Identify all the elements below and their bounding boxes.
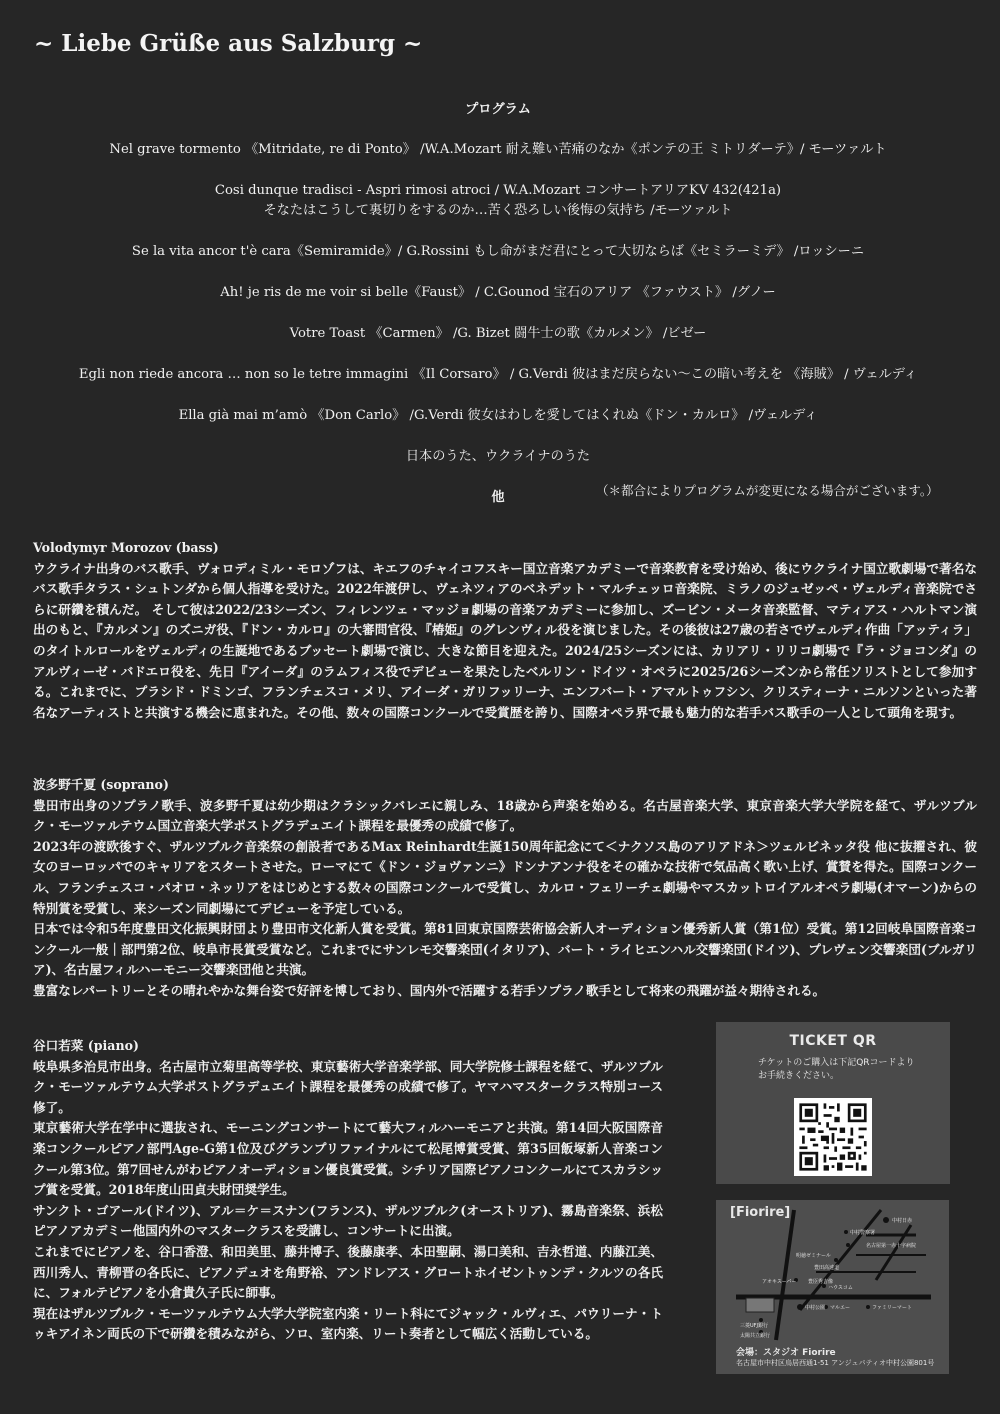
bio-paragraph: 豊田市出身のソプラノ歌手、波多野千夏は幼少期はクラシックバレエに親しみ、18歳から声楽を始める。名古屋音楽大学、東京音楽大学大学院を経て、ザルツブルク・モーツァルテウム国立音楽大学ポストグラデュエイト課程を最優秀の成績で修了。 <box>33 797 977 834</box>
bio-paragraph: 2023年の渡欧後すぐ、ザルツブルク音楽祭の創設者であるMax Reinhardt生誕150周年記念にて＜ナクソス島のアリアドネ＞ツェルビネッタ役 他に抜擢され、彼女のヨーロッパでのキャリアをスタートさせた。ローマにて《ドン・ジョヴァンニ》ドンナアンナ役をその確かな技術で気品高く歌い上げ、賞賛を得た。国際コンクール、フランチェスコ・パオロ・ネッリアをはじめとする数々の国際コンクールで受賞し、カルロ・フェリーチェ劇場やマスカットロイアルオペラ劇場(オマーン)からの特別賞を受賞し、来シーズン同劇場にてデビューを予定している。 <box>33 838 977 916</box>
bio-morozov <box>33 538 977 723</box>
bio-paragraph: 東京藝術大学在学中に選抜され、モーニングコンサートにて藝大フィルハーモニアと共演。第14回大阪国際音楽コンクールピアノ部門Age-G第1位及びグランプリファイナルにて松尾博賞受賞、第35回飯塚新人音楽コンクール第3位。第7回せんがわピアノオーディション優良賞受賞。シチリア国際ピアノコンクールにてスカラシップ賞を受賞。2018年度山田貞夫財団奨学生。 <box>33 1120 663 1198</box>
ticket-qr-box <box>716 1022 950 1184</box>
bio-paragraph: 豊富なレパートリーとその晴れやかな舞台姿で好評を博しており、国内外で活躍する若手ソプラノ歌手として将来の飛躍が益々期待される。 <box>33 982 826 998</box>
program-item: Nel grave tormento 《Mitridate, re di Ponto》 /W.A.Mozart 耐え難い苦痛のなか《ポンテの王 ミトリダーテ》/ モーツァルト <box>109 142 887 157</box>
bio-name: Volodymyr Morozov (bass) <box>33 540 219 555</box>
ticket-heading: TICKET QR <box>789 1033 877 1049</box>
program-item: 日本のうた、ウクライナのうた <box>405 449 591 464</box>
bio-paragraph: これまでにピアノを、谷口香澄、和田美里、藤井博子、後藤康孝、本田聖嗣、湯口美和、吉永哲道、内藤江美、西川秀人、青柳晋の各氏に、ピアノデュオを角野裕、アンドレアス・グロートホイゼントゥンデ・クルツの各氏に、フォルテピアノを小倉貴久子氏に師事。 <box>33 1243 663 1301</box>
program-item: Se la vita ancor t'è cara《Semiramide》/ G.Rossini もし命がまだ君にとって大切ならば《セミラーミデ》 /ロッシーニ <box>131 244 865 259</box>
venue-name: 会場：スタジオ Fiorire <box>736 1348 836 1358</box>
bio-name: 波多野千夏 (soprano) <box>33 777 169 792</box>
bio-paragraph: 岐阜県多治見市出身。名古屋市立菊里高等学校、東京藝術大学音楽学部、同大学院修士課程を経て、ザルツブルク・モーツァルテウム大学ポストグラデュエイト課程を最優秀の成績で修了。ヤマハマスタークラス特別コース修了。 <box>33 1058 663 1115</box>
program-change-note: （＊都合によりプログラムが変更になる場合がございます。） <box>596 483 939 498</box>
ticket-instructions: チケットのご購入は下記QRコードより お手続きください。 <box>758 1058 915 1081</box>
program-heading: プログラム <box>465 102 531 117</box>
bio-paragraph: サンクト・ゴアール(ドイツ)、アル＝ケ＝スナン(フランス)、ザルツブルク(オーストリア)、霧島音楽祭、浜松ピアノアカデミー他国内外のマスタークラスを受講し、コンサートに出演。 <box>33 1202 663 1239</box>
bio-taniguchi <box>33 1036 663 1345</box>
bio-paragraph: 日本では令和5年度豊田文化振興財団より豊田市文化新人賞を受賞。第81回東京国際芸術協会新人オーディション優秀新人賞（第1位）受賞。第12回岐阜国際音楽コンクール一般｜部門第2位、岐阜市長賞受賞など。これまでにサンレモ交響楽団(イタリア)、バート・ライヒエンハル交響楽団(ドイツ)、プレヴェン交響楽団(ブルガリア)、名古屋フィルハーモニー交響楽団他と共演。 <box>33 921 977 978</box>
qr-code-icon[interactable] <box>794 1098 872 1176</box>
venue-map[interactable]: [Fiorire] 中村日赤 中村警察署 名古屋第一赤十字病院 明徳ゼミナール 豊田高速道 アオキスーパー ハウスコム 中村公園 マルエー 三菱UFJ銀行 太陽共立銀行 ファミリーマート 豊臣秀吉像 会場：スタジオ Fiorire 名古屋市中村区烏居西通1-51 アンジュパティオ中村公園801号 <box>716 1200 949 1374</box>
venue-address: 名古屋市中村区烏居西通1-51 アンジュパティオ中村公園801号 <box>736 1359 935 1367</box>
page-title: ~ Liebe Grüße aus Salzburg ~ <box>34 30 423 57</box>
program-item: Egli non riede ancora … non so le tetre immagini 《Il Corsaro》 / G.Verdi 彼はまだ戻らない〜この暗い考えを 《海賊》 / ヴェルディ <box>78 367 918 382</box>
program-item: Votre Toast 《Carmen》 /G. Bizet 闘牛士の歌《カルメン》 /ビゼー <box>289 326 707 341</box>
bio-paragraph: ウクライナ出身のバス歌手、ヴォロディミル・モロゾフは、キエフのチャイコフスキー国立音楽アカデミーで音楽教育を受け始め、後にウクライナ国立歌劇場で著名なバス歌手タラス・シュトンダから個人指導を受けた。2022年渡伊し、ヴェネツィアのベネデット・マルチェッロ音楽院、ミラノのジュゼッペ・ヴェルディ音楽院でさらに研鑽を積んだ。 そして彼は2022/23シーズン、フィレンツェ・マッジョ劇場の音楽アカデミーに参加し、ズービン・メータ音楽監督、マティアス・ハルトマン演出のもと、『カルメン』のズニガ役、『ドン・カルロ』の大審問官役、『椿姫』のグレンヴィル役を演じました。その後彼は27歳の若さでヴェルディ作曲「アッティラ」のタイトルロールをヴェルディの生誕地であるブッセート劇場で演じ、大きな節目を迎えた。2024/25シーズンには、カリアリ・リリコ劇場で『ラ・ジョコンダ』のアルヴィーゼ・バドエロ役を、先日『アイーダ』のラムフィス役でデビューを果たしたベルリン・ドイツ・オペラに2025/26シーズンから常任ソリストとして参加する。これまでに、プラシド・ドミンゴ、フランチェスコ・メリ、アイーダ・ガリフッリーナ、エンフバート・アマルトゥフシン、クリスティーナ・ニルソンといった著名なアーティストと共演する機会に恵まれた。その他、数々の国際コンクールで受賞歴を誇り、国際オペラ界で最も魅力的な若手バス歌手の一人として頭角を現す。 <box>33 560 977 720</box>
program-item: Ella già mai m’amò 《Don Carlo》 /G.Verdi 彼女はわしを愛してはくれぬ《ドン・カルロ》 /ヴェルディ <box>178 408 818 423</box>
program-etc: 他 <box>491 490 505 505</box>
bio-paragraph: 現在はザルツブルク・モーツァルテウム大学大学院室内楽・リート科にてジャック・ルヴィエ、パウリーナ・トゥキアイネン両氏の下で研鑽を積みながら、ソロ、室内楽、リート奏者として幅広く活動している。 <box>33 1305 663 1342</box>
map-title: [Fiorire] <box>730 1205 791 1220</box>
program-item: Cosi dunque tradisci - Aspri rimosi atroci / W.A.Mozart コンサートアリアKV 432(421a) そなたはこうして裏切りをするのか…苦く恐ろしい後悔の気持ち /モーツァルト <box>214 183 782 218</box>
program-section <box>0 100 996 508</box>
bio-hatano <box>33 775 977 1002</box>
program-item: Ah! je ris de me voir si belle《Faust》 / C.Gounod 宝石のアリア 《ファウスト》 /グノー <box>220 285 776 300</box>
bio-name: 谷口若菜 (piano) <box>33 1038 139 1053</box>
